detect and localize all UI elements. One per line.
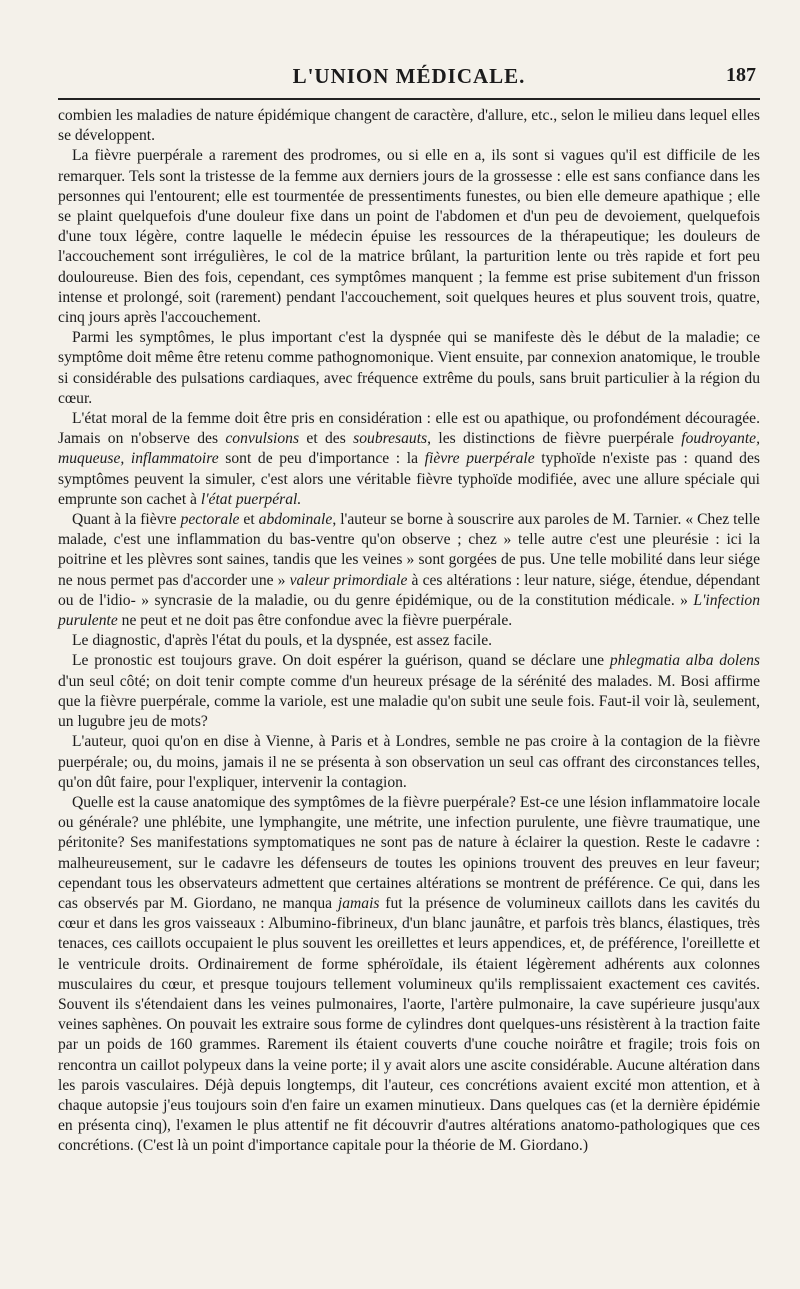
text-run: ne peut et ne doit pas être confondue avec la fièvre puerpérale. [117,612,513,630]
text-run: Le pronostic est toujours grave. On doit espérer la guérison, quand se déclare une [72,652,610,670]
italic-text: L'infection purulente [58,591,760,630]
paragraph [58,651,760,732]
text-run: , les distinctions de fièvre puerpérale [427,430,682,448]
text-run: et [239,511,259,529]
text-run: et des [299,430,354,448]
text-run: Quelle est la cause anatomique des symptômes de la fièvre puerpérale? Est-ce une lésion inflammatoire locale ou générale? une phlébite, une lymphangite, une métrite, une infection purulente, une fièvre traumatique, une péritonite? Ses manifestations symptomatiques ne sont pas de nature à éclairer la question. Reste le cadavre : malheureusement, sur le cadavre les défenseurs de toutes les opinions trouvent des preuves en leur faveur; cependant tous les observateurs admettent que certaines altérations se montrent de préférence. Ce qui, dans les cas observés par M. Giordano, ne manqua [58,793,760,912]
paragraph [58,631,760,651]
text-run: fut la présence de volumineux caillots dans les cavités du cœur et dans les gros vaisseaux : Albumino-fibrineux, d'un blanc jaunâtre, et parfois très blancs, élastiques, très tenaces, ces caillots occupaient le plus souvent les oreillettes et leurs appendices, et, de préférence, l'oreillette et le ventricule droits. Ordinairement de forme sphéroïdale, ils étaient légèrement adhérents aux colonnes musculaires du cœur, et presque toujours tellement volumineux qu'ils remplissaient exactement ces cavités. Souvent ils s'étendaient dans les veines pulmonaires, l'aorte, l'artère pulmonaire, la cave supérieure jusqu'aux veines saphènes. On pouvait les extraire sous forme de cylindres dont quelques-uns résistèrent à la traction faite par un poids de 160 grammes. Rarement ils étaient couverts d'une couche noirâtre et fragile; trois fois on rencontra un caillot polypeux dans la veine porte; il y avait alors une ascite considérable. Aucune altération dans les parois vasculaires. Déjà depuis longtemps, dit l'auteur, ces concrétions avaient excité mon attention, et à chaque autopsie j'eus toujours soin d'en faire un examen minutieux. Dans quelques cas (et la dernière épidémie en présenta cinq), l'examen le plus attentif ne fit découvrir d'autres altérations anatomo-pathologiques que ces concrétions. (C'est là un point d'importance capitale pour la théorie de M. Giordano.) [58,894,760,1155]
paragraph [58,732,760,793]
running-title: L'UNION MÉDICALE. [292,64,526,88]
italic-text: convulsions [225,430,300,448]
paragraph [58,146,760,328]
text-run: d'un seul côté; on doit tenir compte comme d'un heureux présage de la sérénité des malades. M. Bosi affirme que la fièvre puerpérale, comme la variole, est une maladie qu'on subit une seule fois. Faut-il voir là, seulement, un lugubre jeu de mots? [58,672,760,731]
page-number: 187 [726,64,756,86]
italic-text: pectorale [180,511,240,529]
italic-text: l'état puerpéral. [200,490,302,508]
paragraph [58,793,760,1157]
text-run: à ces altérations : leur nature, siége, étendue, dépendant ou de l'idio- » syncrasie de la maladie, ou du genre épidémique, ou de la constitution médicale. » [58,571,760,609]
header-rule [58,98,760,100]
text-run: typhoïde n'existe pas : quand des symptômes peuvent la simuler, c'est alors une véritable fièvre typhoïde modifiée, avec une allure spéciale qui emprunte son cachet à [58,450,760,508]
paragraph [58,510,760,631]
page-header [58,58,760,92]
italic-text: valeur primordiale [289,571,408,589]
text-run: L'état moral de la femme doit être pris en considération : elle est ou apathique, ou profondément découragée. Jamais on n'observe des [58,410,760,448]
text-run: La fièvre puerpérale a rarement des prodromes, ou si elle en a, ils sont si vagues qu'il est difficile de les remarquer. Tels sont la tristesse de la femme aux derniers jours de la grossesse : elle est sans confiance dans les personnes qui l'entourent; elle est tourmentée de pressentiments funestes, ou bien elle demeure apathique ; elle se plaint quelquefois d'une douleur fixe dans un point de l'abdomen et d'un peu de devoiement, quelquefois d'une toux légère, contre laquelle le médecin épuise les ressources de la thérapeutique; les douleurs de l'accouchement sont irrégulières, le col de la matrice brûlant, la parturition lente ou très rapide et fort peu douloureuse. Bien des fois, cependant, ces symptômes manquent ; la femme est prise subitement d'un frisson intense et prolongé, soit (rarement) pendant l'accouchement, soit quelques heures et plus souvent trois, quatre, cinq jours après l'accouchement. [58,147,760,327]
italic-text: phlegmatia alba dolens [609,652,760,670]
paragraph [58,409,760,510]
text-run: combien les maladies de nature épidémique changent de caractère, d'allure, etc., selon le milieu dans lequel elles se développent. [58,107,760,145]
text-run: Le diagnostic, d'après l'état du pouls, et la dyspnée, est assez facile. [72,632,493,650]
article-body [58,106,760,1157]
text-run: L'auteur, quoi qu'on en dise à Vienne, à Paris et à Londres, semble ne pas croire à la contagion de la fièvre puerpérale; ou, du moins, jamais il ne se présenta à son observation un seul cas offrant des circonstances telles, qu'on dût faire, pour l'expliquer, intervenir la contagion. [58,733,760,791]
italic-text: soubresauts [353,430,428,448]
paragraph [58,328,760,409]
italic-text: jamais [337,894,380,912]
text-run: Quant à la fièvre [72,511,181,529]
paragraph [58,106,760,146]
italic-text: fièvre puerpérale [424,450,535,468]
text-run: , l'auteur se borne à souscrire aux paroles de M. Tarnier. « Chez telle malade, c'est une inflammation du bas-ventre qu'on observe ; chez » telle autre c'est une pleurésie : ici la poitrine et les plèvres sont saines, tandis que les veines » sont gorgées de pus. Une telle mobilité dans leur siége ne nous permet pas d'accorder une » [58,511,760,589]
italic-text: abdominale [258,511,333,529]
text-run: Parmi les symptômes, le plus important c'est la dyspnée qui se manifeste dès le début de la maladie; ce symptôme doit même être retenu comme pathognomonique. Vient ensuite, par connexion anatomique, le trouble si considérable des pulsations cardiaques, avec fréquence extrême du pouls, sans bruit particulier à la région du cœur. [58,329,760,407]
italic-text: foudroyante, muqueuse, inflammatoire [58,430,760,468]
text-run: sont de peu d'importance : la [218,450,425,468]
